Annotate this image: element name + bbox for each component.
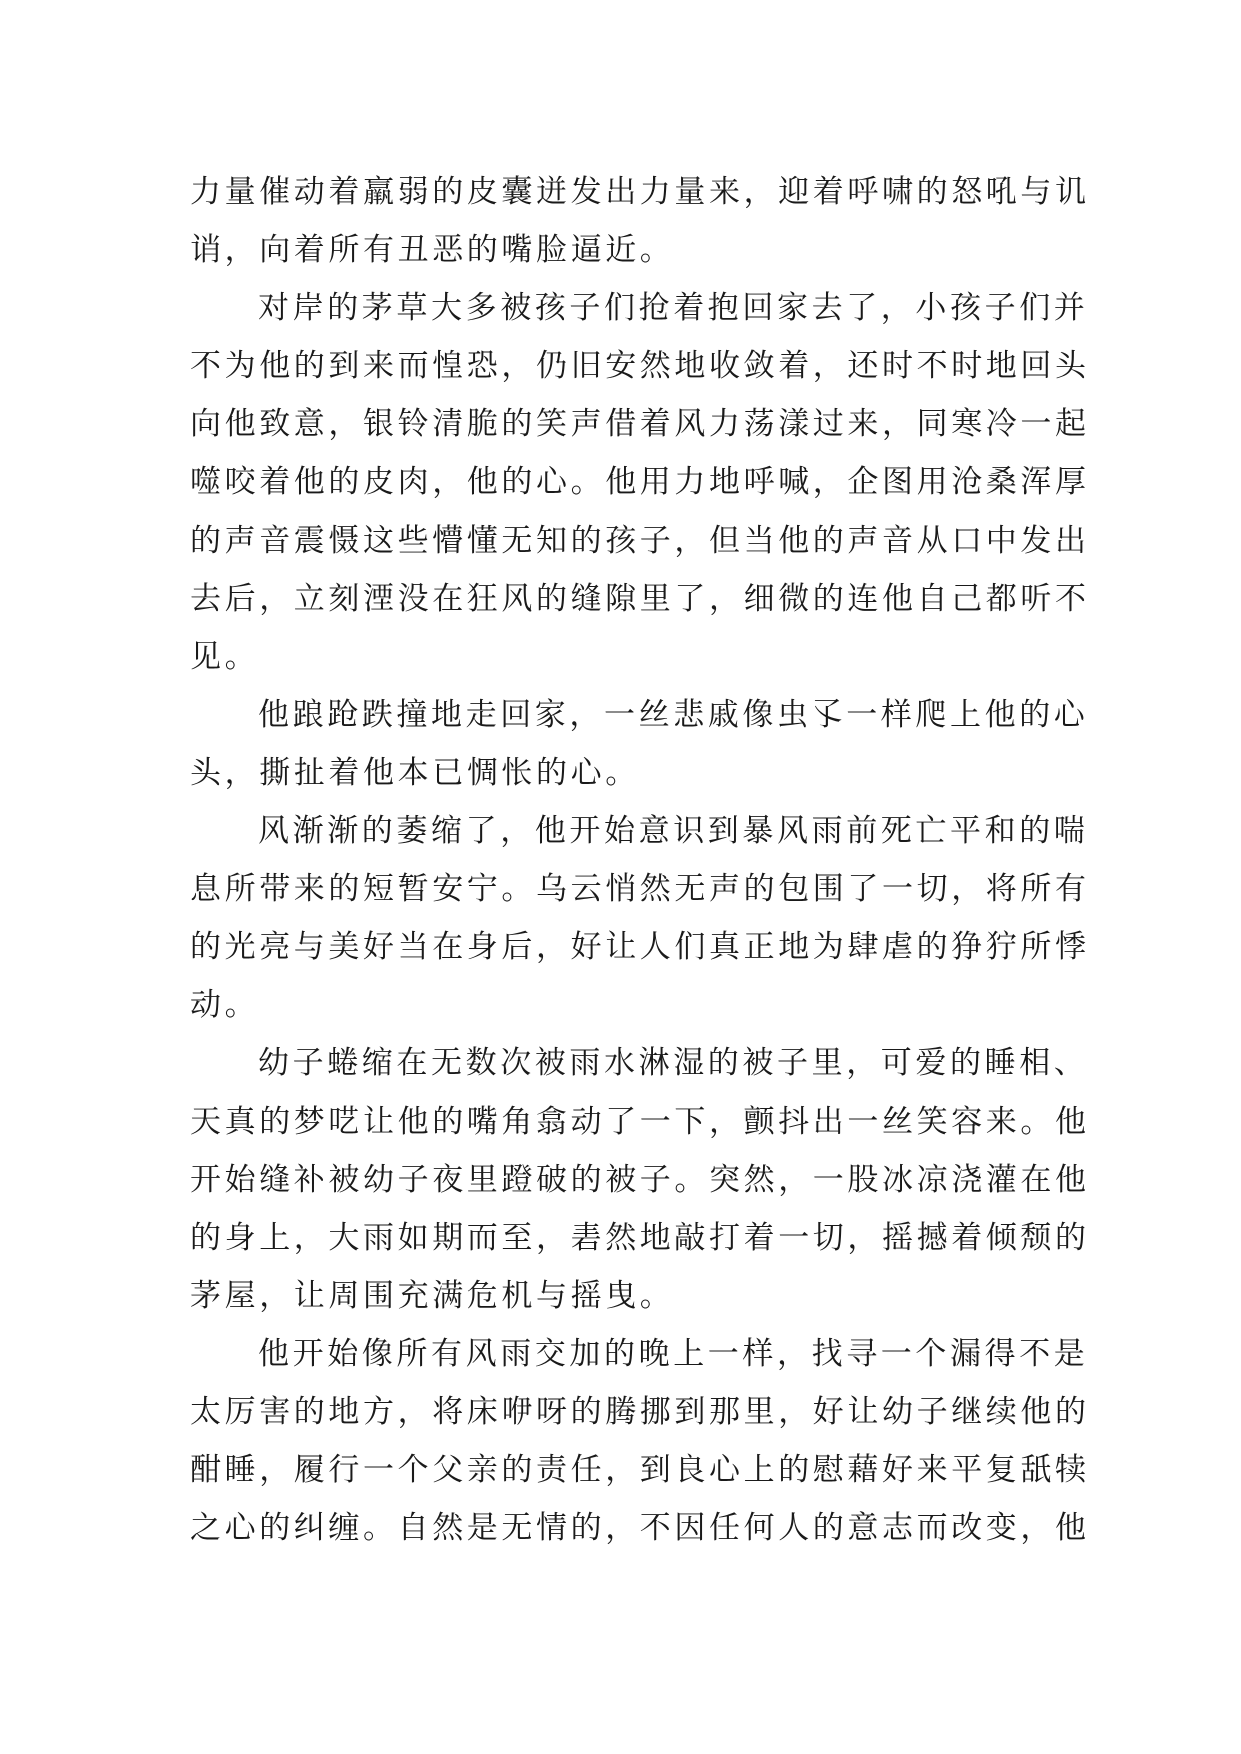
text-line: 噬咬着他的皮肉，他的心。他用力地呼喊，企图用沧桑浑厚	[190, 464, 1090, 501]
text-line: 他开始像所有风雨交加的晚上一样，找寻一个漏得不是	[258, 1335, 1089, 1372]
text-line: 去后，立刻湮没在狂风的缝隙里了，细微的连他自己都听不	[190, 580, 1090, 617]
text-line: 太厉害的地方，将床咿呀的腾挪到那里，好让幼子继续他的	[190, 1393, 1090, 1430]
text-line: 茅屋，让周围充满危机与摇曳。	[190, 1277, 675, 1314]
text-line: 的光亮与美好当在身后，好让人们真正地为肆虐的狰狞所悸	[190, 929, 1090, 966]
text-line: 诮，向着所有丑恶的嘴脸逼近。	[190, 232, 675, 269]
text-line: 风渐渐的萎缩了，他开始意识到暴风雨前死亡平和的喘	[258, 813, 1089, 850]
text-line: 幼子蜷缩在无数次被雨水淋湿的被子里，可爱的睡相、	[258, 1045, 1089, 1082]
text-line: 酣睡，履行一个父亲的责任，到良心上的慰藉好来平复舐犊	[190, 1452, 1090, 1489]
text-line: 开始缝补被幼子夜里蹬破的被子。突然，一股冰凉浇灌在他	[190, 1161, 1090, 1198]
text-line: 头，撕扯着他本已惆怅的心。	[190, 754, 640, 791]
text-line: 见。	[190, 638, 260, 675]
text-line: 天真的梦呓让他的嘴角翕动了一下，颤抖出一丝笑容来。他	[190, 1103, 1090, 1140]
text-line: 对岸的茅草大多被孩子们抢着抱回家去了，小孩子们并	[258, 290, 1089, 327]
text-line: 不为他的到来而惶恐，仍旧安然地收敛着，还时不时地回头	[190, 348, 1090, 385]
body-text	[190, 163, 1090, 1557]
text-line: 之心的纠缠。自然是无情的，不因任何人的意志而改变，他	[190, 1510, 1090, 1547]
text-line: 的声音震慑这些懵懂无知的孩子，但当他的声音从口中发出	[190, 522, 1090, 559]
text-line: 的身上，大雨如期而至，砉然地敲打着一切，摇撼着倾颓的	[190, 1219, 1090, 1256]
text-line: 动。	[190, 987, 260, 1024]
text-line: 向他致意，银铃清脆的笑声借着风力荡漾过来，同寒冷一起	[190, 406, 1090, 443]
text-line: 力量催动着羸弱的皮囊迸发出力量来，迎着呼啸的怒吼与讥	[190, 174, 1090, 210]
text-line: 息所带来的短暂安宁。乌云悄然无声的包围了一切，将所有	[190, 871, 1090, 908]
text-line: 他踉跄跌撞地走回家，一丝悲戚像虫孓一样爬上他的心	[258, 696, 1089, 733]
